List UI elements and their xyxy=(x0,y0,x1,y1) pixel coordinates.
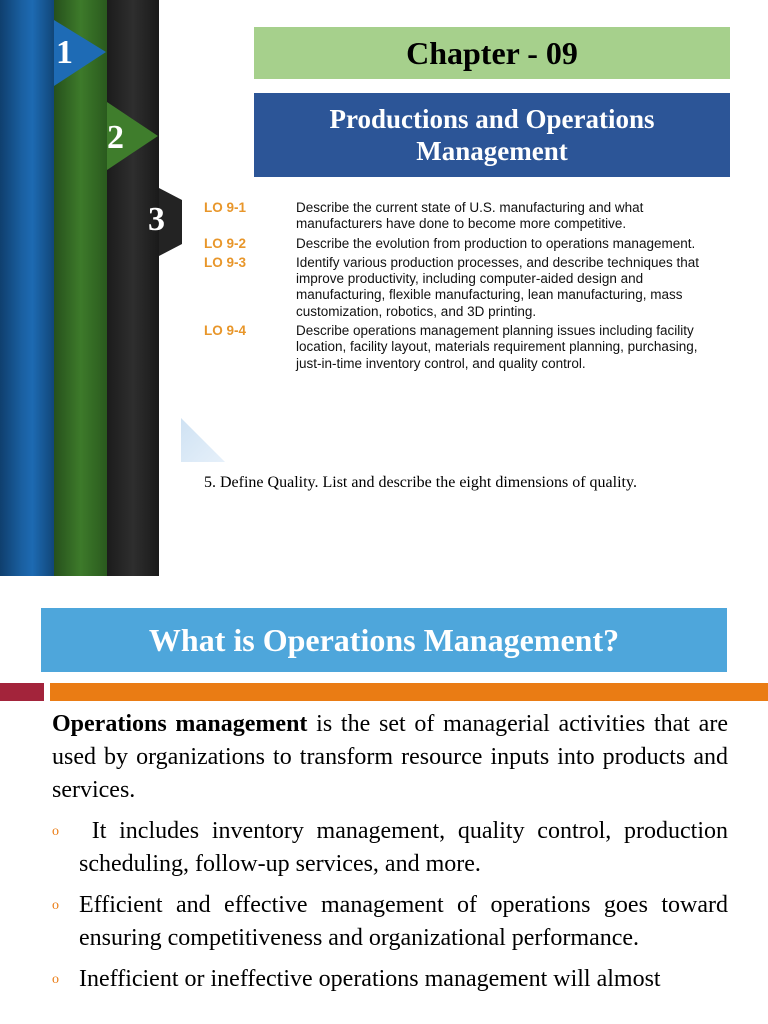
definition-paragraph xyxy=(52,708,728,807)
nav-number-1[interactable]: 1 xyxy=(56,34,73,71)
chapter-subtitle-line2: Management xyxy=(416,136,568,166)
nav-arrow-tabs xyxy=(0,0,200,280)
accent-stripe-orange xyxy=(50,683,768,701)
nav-number-3[interactable]: 3 xyxy=(148,201,165,238)
lo-code: LO 9-3 xyxy=(204,254,247,270)
learning-objective-row xyxy=(204,236,714,252)
bullet-text: Efficient and effective management of operations goes toward ensuring competitiveness and organizational performance. xyxy=(79,892,728,951)
bullet-item xyxy=(52,815,728,881)
learning-objectives xyxy=(204,200,714,375)
chapter-subtitle xyxy=(254,93,730,177)
question-5: 5. Define Quality. List and describe the eight dimensions of quality. xyxy=(204,474,637,491)
lo-code: LO 9-1 xyxy=(204,200,247,215)
accent-stripe-red xyxy=(0,683,44,701)
bullet-circle-icon: o xyxy=(52,972,59,987)
bullet-text: It includes inventory management, quality control, production scheduling, follow-up services, and more. xyxy=(79,818,728,877)
definition-text: is the set of managerial activities that are used by organizations to transform resource inputs into products and services. xyxy=(52,711,728,803)
lo-text: Identify various production processes, and describe techniques that improve productivity, including computer-aided design and manufacturing, flexible manufacturing, lean manufacturing, mass customization, robotics, and 3D printing. xyxy=(296,254,699,319)
chapter-title: Chapter - 09 xyxy=(254,27,730,79)
bullet-item xyxy=(52,889,728,955)
lo-text: Describe operations management planning issues including facility location, facility layout, materials requirement planning, purchasing, just-in-time inventory control, and quality control. xyxy=(296,323,698,371)
lo-text: Describe the evolution from production to operations management. xyxy=(296,235,696,251)
learning-objective-row xyxy=(204,200,714,233)
nav-number-2[interactable]: 2 xyxy=(107,119,124,156)
slide-body xyxy=(52,708,728,1004)
bullet-circle-icon: o xyxy=(52,824,59,839)
slide-heading: What is Operations Management? xyxy=(41,608,727,672)
learning-objective-row xyxy=(204,323,714,372)
lo-text: Describe the current state of U.S. manufacturing and what manufacturers have done to become more competitive. xyxy=(296,200,644,232)
slide-what-is-om xyxy=(0,590,768,1024)
lo-code: LO 9-2 xyxy=(204,235,247,251)
chapter-subtitle-line1: Productions and Operations xyxy=(329,104,655,134)
bullet-item xyxy=(52,963,728,996)
learning-objective-row xyxy=(204,255,714,320)
bullet-circle-icon: o xyxy=(52,898,59,913)
decorative-triangle xyxy=(181,418,225,462)
definition-term: Operations management xyxy=(52,711,308,737)
lo-code: LO 9-4 xyxy=(204,323,247,339)
bullet-text: Inefficient or ineffective operations management will almost xyxy=(79,966,661,992)
